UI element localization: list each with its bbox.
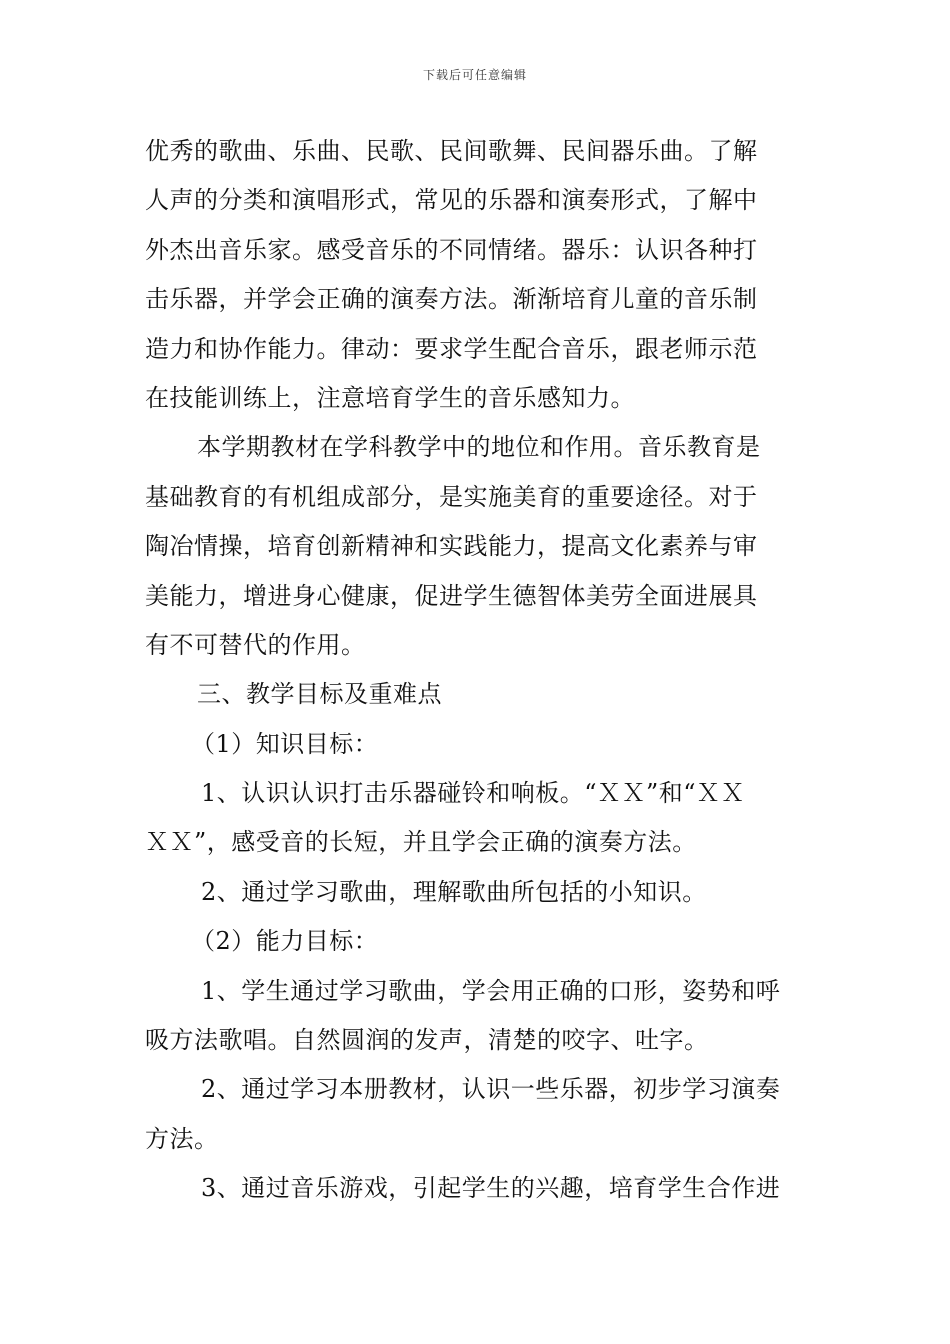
text-line: 吸方法歌唱。自然圆润的发声，清楚的咬字、吐字。 bbox=[145, 1026, 709, 1055]
text-line: 外杰出音乐家。感受音乐的不同情绪。器乐：认识各种打 bbox=[145, 235, 758, 264]
text-line: ＸＸ”，感受音的长短，并且学会正确的演奏方法。 bbox=[145, 828, 697, 857]
text-line: 美能力，增进身心健康，促进学生德智体美劳全面进展具 bbox=[145, 581, 758, 610]
page-header-note: 下载后可任意编辑 bbox=[422, 68, 527, 82]
text-line: 有不可替代的作用。 bbox=[145, 630, 366, 659]
text-line: 在技能训练上，注意培育学生的音乐感知力。 bbox=[145, 383, 635, 412]
list-item: 1、认识认识打击乐器碰铃和响板。“ＸＸ”和“ＸＸ bbox=[201, 779, 746, 808]
text-line: 方法。 bbox=[145, 1124, 219, 1153]
text-line: 造力和协作能力。律动：要求学生配合音乐，跟老师示范 bbox=[145, 334, 758, 363]
list-item: 2、通过学习本册教材，认识一些乐器，初步学习演奏 bbox=[201, 1075, 781, 1104]
text-line: 陶冶情操，培育创新精神和实践能力，提高文化素养与审 bbox=[145, 532, 758, 561]
subsection-heading: （1）知识目标： bbox=[191, 729, 379, 758]
text-line: 人声的分类和演唱形式，常见的乐器和演奏形式，了解中 bbox=[145, 186, 758, 215]
text-line: 击乐器，并学会正确的演奏方法。渐渐培育儿童的音乐制 bbox=[145, 285, 758, 314]
text-line: 优秀的歌曲、乐曲、民歌、民间歌舞、民间器乐曲。了解 bbox=[145, 137, 758, 165]
document-body bbox=[145, 127, 810, 1214]
paragraph-start: 本学期教材在学科教学中的地位和作用。音乐教育是 bbox=[197, 433, 761, 462]
text-line: 基础教育的有机组成部分，是实施美育的重要途径。对于 bbox=[145, 482, 758, 511]
section-heading: 三、教学目标及重难点 bbox=[197, 680, 442, 709]
subsection-heading: （2）能力目标： bbox=[191, 927, 379, 956]
list-item: 2、通过学习歌曲，理解歌曲所包括的小知识。 bbox=[201, 877, 707, 906]
list-item: 3、通过音乐游戏，引起学生的兴趣，培育学生合作进 bbox=[201, 1174, 781, 1203]
list-item: 1、学生通过学习歌曲，学会用正确的口形，姿势和呼 bbox=[201, 976, 781, 1005]
